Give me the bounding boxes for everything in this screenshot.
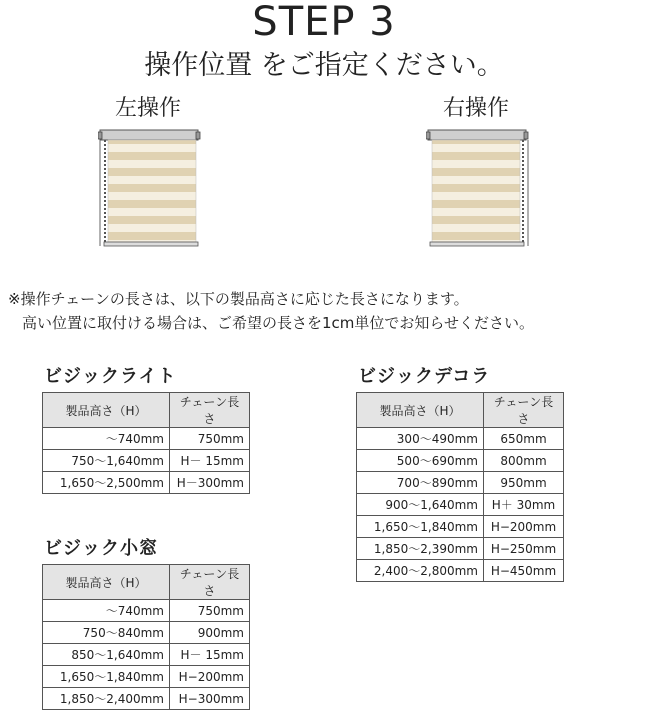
table-row xyxy=(357,450,564,472)
chain-length: 900mm xyxy=(170,622,250,644)
height-range: 1,850～2,400mm xyxy=(43,688,170,710)
table-row xyxy=(43,450,250,472)
table-row xyxy=(43,622,250,644)
blind-left-icon xyxy=(98,128,202,252)
chain-table-decora xyxy=(356,392,564,582)
height-range: 1,650～2,500mm xyxy=(43,472,170,494)
table-title-komado: ビジック小窓 xyxy=(44,538,158,559)
table-row xyxy=(43,666,250,688)
chain-length: H－ 15mm xyxy=(170,644,250,666)
table-row xyxy=(357,494,564,516)
table-row xyxy=(43,472,250,494)
chain-length: H−300mm xyxy=(170,688,250,710)
header-height: 製品高さ（H） xyxy=(43,393,170,428)
height-range: 1,650～1,840mm xyxy=(43,666,170,688)
height-range: ～740mm xyxy=(43,600,170,622)
right-operation-label: 右操作 xyxy=(442,96,509,121)
height-range: ～740mm xyxy=(43,428,170,450)
chain-length: H－300mm xyxy=(170,472,250,494)
height-range: 850～1,640mm xyxy=(43,644,170,666)
blind-right-icon xyxy=(426,128,530,252)
height-range: 2,400～2,800mm xyxy=(357,560,484,582)
table-title-decora: ビジックデコラ xyxy=(358,366,491,387)
chain-length: 750mm xyxy=(170,600,250,622)
table-title-lite: ビジックライト xyxy=(44,366,177,387)
chain-note-line1: ※操作チェーンの長さは、以下の製品高さに応じた長さになります。 xyxy=(8,290,469,308)
right-operation-blind[interactable] xyxy=(426,128,530,252)
chain-length: H−200mm xyxy=(170,666,250,688)
chain-length: 750mm xyxy=(170,428,250,450)
table-row xyxy=(43,428,250,450)
chain-note-line2: 高い位置に取付ける場合は、ご希望の長さを1cm単位でお知らせください。 xyxy=(22,314,534,332)
height-range: 750～1,640mm xyxy=(43,450,170,472)
header-chain-length: チェーン長さ xyxy=(170,393,250,428)
step-title: STEP 3 xyxy=(252,0,396,45)
left-operation-blind[interactable] xyxy=(98,128,202,252)
height-range: 300～490mm xyxy=(357,428,484,450)
table-row xyxy=(43,600,250,622)
table-row xyxy=(43,688,250,710)
chain-length: H−200mm xyxy=(484,516,564,538)
height-range: 1,850～2,390mm xyxy=(357,538,484,560)
chain-length: H－ 15mm xyxy=(170,450,250,472)
height-range: 750～840mm xyxy=(43,622,170,644)
chain-table-lite xyxy=(42,392,250,494)
chain-length: 950mm xyxy=(484,472,564,494)
table-row xyxy=(357,472,564,494)
page-subtitle: 操作位置 をご指定ください。 xyxy=(144,50,504,81)
header-height: 製品高さ（H） xyxy=(43,565,170,600)
header-chain-length: チェーン長さ xyxy=(170,565,250,600)
table-row xyxy=(357,516,564,538)
header-chain-length: チェーン長さ xyxy=(484,393,564,428)
table-row xyxy=(357,428,564,450)
chain-length: H−250mm xyxy=(484,538,564,560)
height-range: 900～1,640mm xyxy=(357,494,484,516)
chain-length: H＋ 30mm xyxy=(484,494,564,516)
chain-length: 650mm xyxy=(484,428,564,450)
chain-length: H−450mm xyxy=(484,560,564,582)
header-height: 製品高さ（H） xyxy=(357,393,484,428)
table-row xyxy=(357,560,564,582)
height-range: 500～690mm xyxy=(357,450,484,472)
table-row xyxy=(43,644,250,666)
table-row xyxy=(357,538,564,560)
height-range: 700～890mm xyxy=(357,472,484,494)
chain-length: 800mm xyxy=(484,450,564,472)
height-range: 1,650～1,840mm xyxy=(357,516,484,538)
left-operation-label: 左操作 xyxy=(114,96,181,121)
chain-table-komado xyxy=(42,564,250,710)
